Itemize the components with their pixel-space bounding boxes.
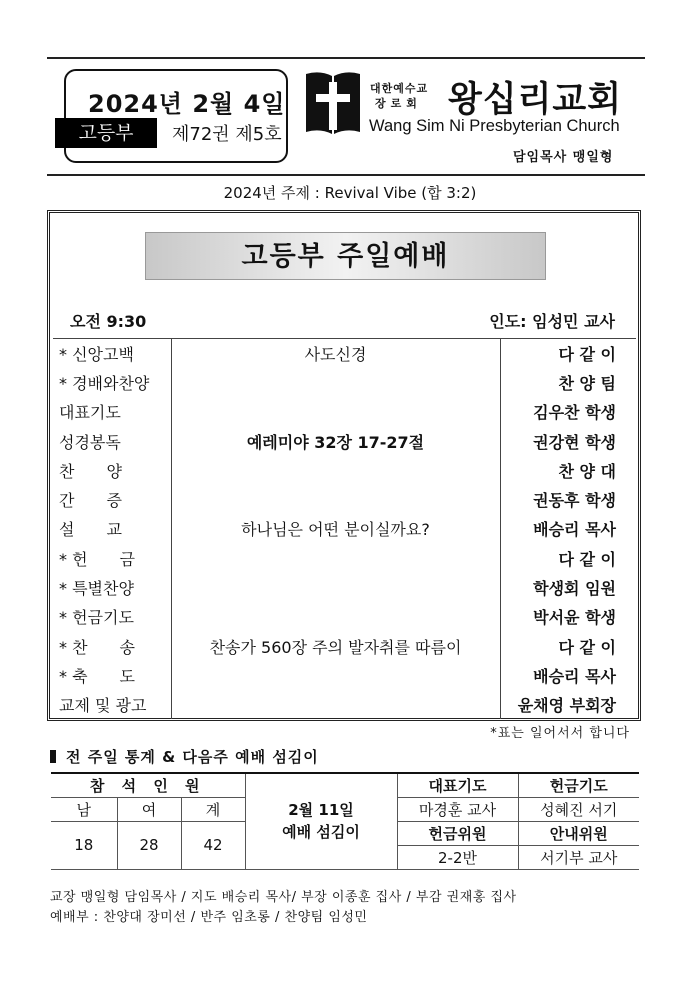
order-item: * 신앙고백 xyxy=(53,339,171,368)
church-name: 왕십리교회 xyxy=(448,79,623,120)
header-rule xyxy=(47,174,645,176)
order-person: 다 같 이 xyxy=(558,637,616,657)
order-row xyxy=(53,339,636,368)
bullet-square-icon xyxy=(50,750,56,763)
worship-title: 고등부 주일예배 xyxy=(145,232,546,280)
attendance-total: 42 xyxy=(181,821,245,869)
order-item: * 특별찬양 xyxy=(53,573,171,602)
order-row xyxy=(53,602,636,631)
order-person: 윤채영 부회장 xyxy=(517,696,616,716)
order-row xyxy=(53,661,636,690)
role-label: 헌금위원 xyxy=(397,821,518,845)
order-item: 교제 및 광고 xyxy=(53,690,171,719)
order-row xyxy=(53,456,636,485)
role-name: 성혜진 서기 xyxy=(518,797,639,821)
order-person: 다 같 이 xyxy=(558,549,616,569)
staff-line: 교장 맹일형 담임목사 / 지도 배승리 목사/ 부장 이종훈 집사 / 부감 권재홍 집사 xyxy=(50,890,517,905)
attendance-label: 참 석 인 원 xyxy=(51,773,245,797)
stand-note: *표는 일어서서 합니다 xyxy=(490,726,630,741)
role-name: 2-2반 xyxy=(397,845,518,869)
role-name: 마경훈 교사 xyxy=(397,797,518,821)
role-label: 안내위원 xyxy=(518,821,639,845)
order-content xyxy=(171,397,500,426)
order-row xyxy=(53,690,636,719)
order-person: 찬 양 팀 xyxy=(558,373,616,393)
order-row xyxy=(53,426,636,455)
order-content: 찬송가 560장 주의 발자취를 따름이 xyxy=(171,631,500,660)
order-row xyxy=(53,514,636,543)
role-label: 헌금기도 xyxy=(518,773,639,797)
order-person: 다 같 이 xyxy=(558,344,616,364)
stats-heading xyxy=(50,746,319,767)
order-content xyxy=(171,602,500,631)
order-item: 찬 양 xyxy=(53,456,171,485)
service-leader: 인도: 임성민 교사 xyxy=(489,312,615,331)
order-item: 대표기도 xyxy=(53,397,171,426)
department-badge: 고등부 xyxy=(55,118,157,148)
order-item: * 축 도 xyxy=(53,661,171,690)
order-content: 하나님은 어떤 분이실까요? xyxy=(171,514,500,543)
stats-table xyxy=(51,772,639,870)
order-item: * 헌 금 xyxy=(53,544,171,573)
next-date: 2월 11일 xyxy=(288,801,354,820)
denomination-line-1: 대한예수교 xyxy=(370,82,429,95)
order-content: 사도신경 xyxy=(171,339,500,368)
order-person: 김우찬 학생 xyxy=(533,403,616,423)
order-row xyxy=(53,544,636,573)
denomination-line-2: 장로회 xyxy=(375,97,422,110)
cross-book-icon xyxy=(302,68,364,140)
order-person: 학생회 임원 xyxy=(533,579,616,599)
order-content: 예레미야 32장 17-27절 xyxy=(171,426,500,455)
order-item: 간 증 xyxy=(53,485,171,514)
attendance-col-total: 계 xyxy=(181,797,245,821)
order-person: 배승리 목사 xyxy=(533,666,616,686)
order-content xyxy=(171,573,500,602)
volume-number: 제72권 제5호 xyxy=(172,124,282,145)
order-row xyxy=(53,368,636,397)
order-row xyxy=(53,397,636,426)
next-week-servers xyxy=(245,773,397,869)
order-content xyxy=(171,485,500,514)
order-content xyxy=(171,690,500,719)
order-item: * 경배와찬양 xyxy=(53,368,171,397)
order-content xyxy=(171,368,500,397)
order-person: 찬 양 대 xyxy=(558,461,616,481)
order-row xyxy=(53,485,636,514)
order-content xyxy=(171,661,500,690)
order-content xyxy=(171,456,500,485)
order-person: 권강현 학생 xyxy=(533,432,616,452)
order-item: 성경봉독 xyxy=(53,426,171,455)
stats-heading-text: 전 주일 통계 & 다음주 예배 섬김이 xyxy=(66,748,319,766)
service-time: 오전 9:30 xyxy=(70,312,147,331)
attendance-col-male: 남 xyxy=(51,797,117,821)
year-theme: 2024년 주제 : Revival Vibe (합 3:2) xyxy=(223,184,477,202)
next-label: 예배 섬김이 xyxy=(282,823,360,842)
church-name-english: Wang Sim Ni Presbyterian Church xyxy=(369,117,620,135)
order-row xyxy=(53,573,636,602)
order-person: 박서윤 학생 xyxy=(533,608,616,628)
bulletin-date: 2024년 2월 4일 xyxy=(88,90,286,118)
order-of-service xyxy=(53,338,636,719)
senior-pastor: 담임목사 맹일형 xyxy=(513,150,614,165)
order-person: 권동후 학생 xyxy=(533,491,616,511)
role-label: 대표기도 xyxy=(397,773,518,797)
order-item: 설 교 xyxy=(53,514,171,543)
role-name: 서기부 교사 xyxy=(518,845,639,869)
attendance-col-female: 여 xyxy=(117,797,181,821)
order-row xyxy=(53,631,636,660)
order-item: * 찬 송 xyxy=(53,631,171,660)
top-rule xyxy=(47,57,645,59)
attendance-female: 28 xyxy=(117,821,181,869)
order-content xyxy=(171,544,500,573)
attendance-male: 18 xyxy=(51,821,117,869)
order-item: * 헌금기도 xyxy=(53,602,171,631)
order-person: 배승리 목사 xyxy=(533,520,616,540)
worship-team-line: 예배부 : 찬양대 장미선 / 반주 임초롱 / 찬양팀 임성민 xyxy=(50,910,368,925)
